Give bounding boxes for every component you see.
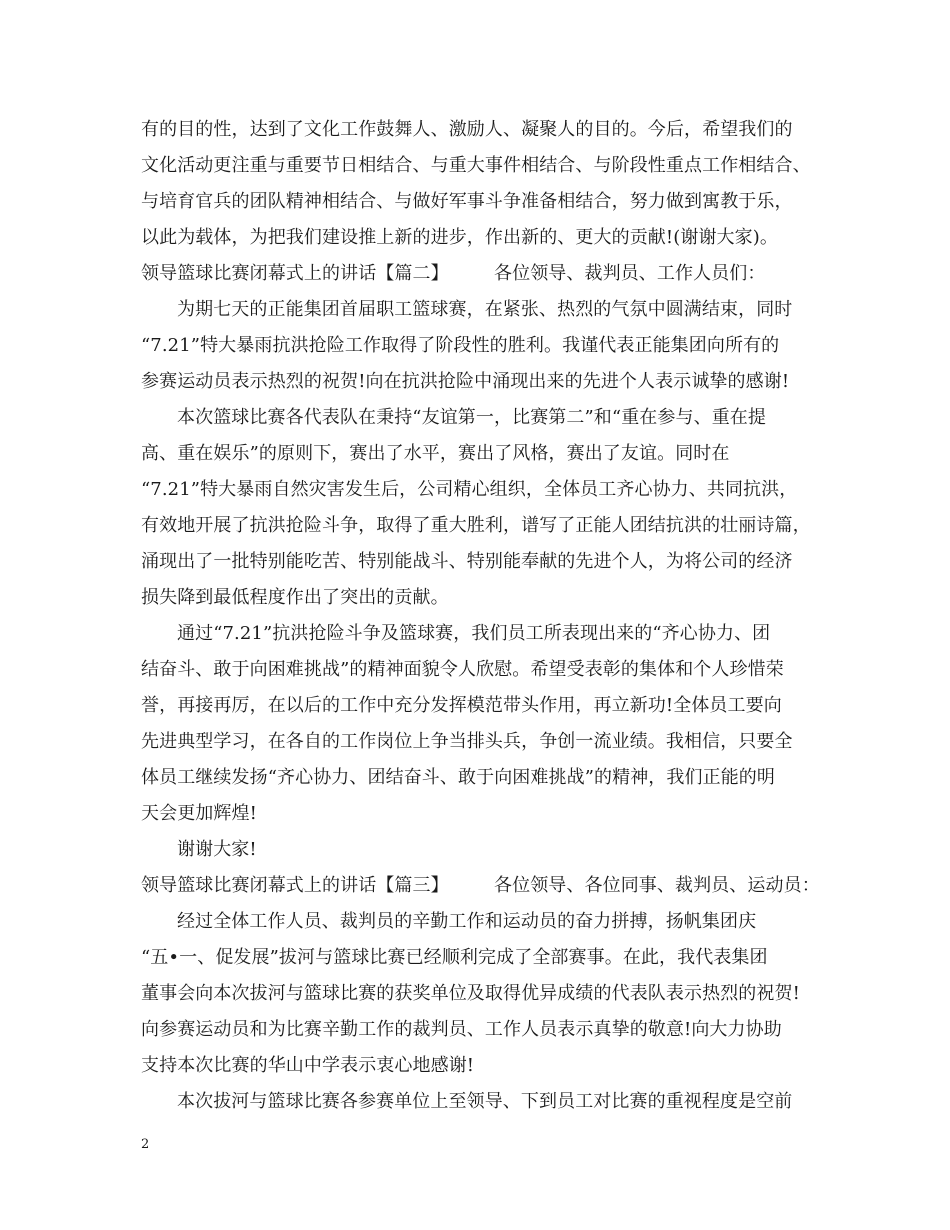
text-line: 结奋斗、敢于向困难挑战”的精神面貌令人欣慰。希望受表彰的集体和个人珍惜荣 bbox=[141, 659, 784, 680]
text-line: 领导篮球比赛闭幕式上的讲话【篇二】 各位领导、裁判员、工作人员们： bbox=[141, 263, 766, 284]
text-line: 高、重在娱乐”的原则下，赛出了水平，赛出了风格，赛出了友谊。同时在 bbox=[141, 443, 730, 464]
text-line: 先进典型学习，在各自的工作岗位上争当排头兵，争创一流业绩。我相信，只要全 bbox=[141, 731, 793, 752]
text-line: 经过全体工作人员、裁判员的辛勤工作和运动员的奋力拼搏，扬帆集团庆 bbox=[177, 911, 757, 932]
text-line: 与培育官兵的团队精神相结合、与做好军事斗争准备相结合，努力做到寓教于乐， bbox=[141, 191, 793, 212]
text-line: 以此为载体，为把我们建设推上新的进步，作出新的、更大的贡献!(谢谢大家)。 bbox=[141, 227, 778, 248]
text-line: “五•一、促发展”拔河与篮球比赛已经顺利完成了全部赛事。在此，我代表集团 bbox=[141, 947, 768, 968]
text-line: 文化活动更注重与重要节日相结合、与重大事件相结合、与阶段性重点工作相结合、 bbox=[141, 155, 811, 176]
text-line: 为期七天的正能集团首届职工篮球赛，在紧张、热烈的气氛中圆满结束，同时 bbox=[177, 299, 793, 320]
text-line: 体员工继续发扬“齐心协力、团结奋斗、敢于向困难挑战”的精神，我们正能的明 bbox=[141, 767, 776, 788]
page-number: 2 bbox=[141, 1137, 150, 1152]
text-line: 涌现出了一批特别能吃苦、特别能战斗、特别能奉献的先进个人，为将公司的经济 bbox=[141, 551, 793, 572]
text-line: 损失降到最低程度作出了突出的贡献。 bbox=[141, 587, 449, 608]
text-line: “7.21”特大暴雨自然灾害发生后，公司精心组织，全体员工齐心协力、共同抗洪， bbox=[141, 479, 798, 500]
text-line: 通过“7.21”抗洪抢险斗争及篮球赛，我们员工所表现出来的“齐心协力、团 bbox=[177, 623, 771, 644]
text-line: 董事会向本次拔河与篮球比赛的获奖单位及取得优异成绩的代表队表示热烈的祝贺! bbox=[141, 983, 800, 1004]
text-line: 有效地开展了抗洪抢险斗争，取得了重大胜利，谱写了正能人团结抗洪的壮丽诗篇， bbox=[141, 515, 811, 536]
text-line: 本次拔河与篮球比赛各参赛单位上至领导、下到员工对比赛的重视程度是空前 bbox=[177, 1091, 793, 1112]
text-line: 领导篮球比赛闭幕式上的讲话【篇三】 各位领导、各位同事、裁判员、运动员： bbox=[141, 875, 820, 896]
text-line: 参赛运动员表示热烈的祝贺!向在抗洪抢险中涌现出来的先进个人表示诚挚的感谢! bbox=[141, 371, 790, 392]
text-line: 天会更加辉煌! bbox=[141, 803, 257, 824]
text-line: 向参赛运动员和为比赛辛勤工作的裁判员、工作人员表示真挚的敬意!向大力协助 bbox=[141, 1019, 782, 1040]
text-line: 本次篮球比赛各代表队在秉持“友谊第一，比赛第二”和“重在参与、重在提 bbox=[177, 407, 767, 428]
text-line: “7.21”特大暴雨抗洪抢险工作取得了阶段性的胜利。我谨代表正能集团向所有的 bbox=[141, 335, 780, 356]
text-line: 有的目的性，达到了文化工作鼓舞人、激励人、凝聚人的目的。今后，希望我们的 bbox=[141, 119, 793, 140]
text-line: 誉，再接再厉，在以后的工作中充分发挥模范带头作用，再立新功!全体员工要向 bbox=[141, 695, 782, 716]
text-line: 谢谢大家! bbox=[177, 839, 257, 860]
text-line: 支持本次比赛的华山中学表示衷心地感谢! bbox=[141, 1055, 475, 1076]
body-text bbox=[141, 112, 841, 1120]
